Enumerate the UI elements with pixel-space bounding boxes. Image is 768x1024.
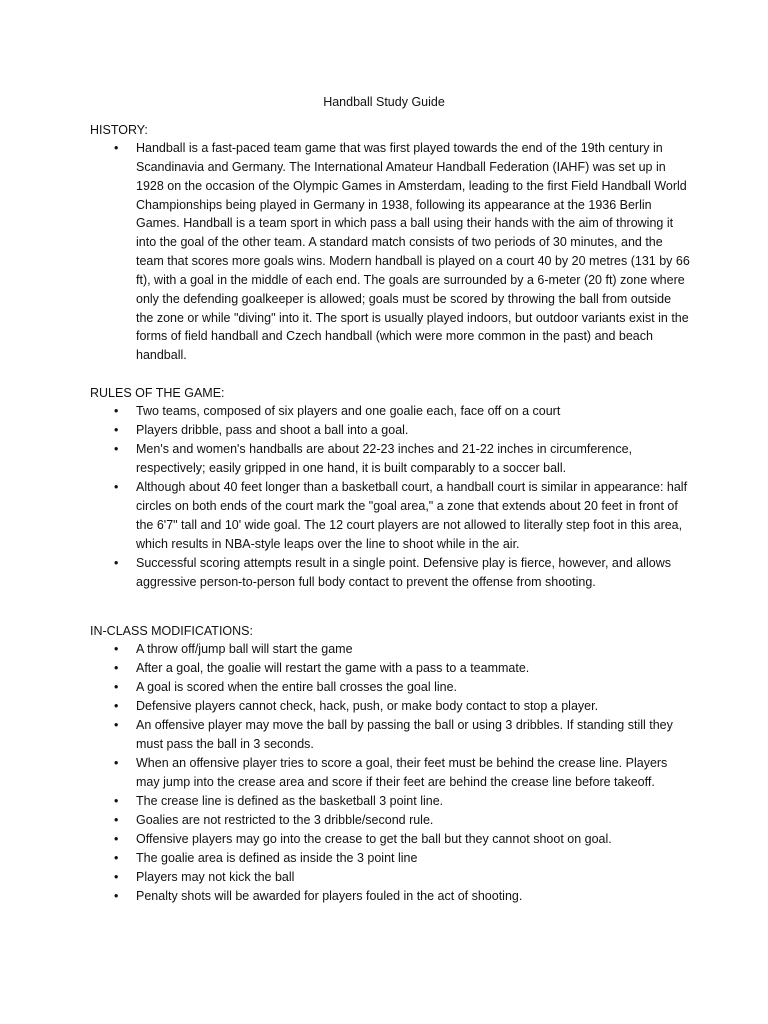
list-item-text: The goalie area is defined as inside the 3 point line (136, 851, 418, 865)
bullet-icon: • (114, 404, 119, 418)
bullet-icon: • (114, 889, 119, 903)
bullet-icon: • (114, 423, 119, 437)
bullet-icon: • (114, 718, 119, 732)
page-title: Handball Study Guide (323, 95, 445, 109)
list-item-text: A goal is scored when the entire ball crosses the goal line. (136, 680, 458, 694)
bullet-icon: • (114, 851, 119, 865)
list-item (90, 402, 690, 421)
section-rules (90, 385, 690, 592)
list-item (90, 554, 690, 592)
list-item-text: Defensive players cannot check, hack, push, or make body contact to stop a player. (136, 699, 599, 713)
list-item-text: Although about 40 feet longer than a basketball court, a handball court is similar in appearance: half circles on both ends of the court mark the "goal area," a zone that extends about 20 feet in front of the 6'7" tall and 10' wide goal. The 12 court players are not allowed to literally step foot in this area, which results in NBA-style leaps over the line to shoot while in the air. (136, 480, 688, 551)
section-in-class-modifications (90, 623, 690, 906)
list-item-text: Two teams, composed of six players and one goalie each, face off on a court (136, 404, 561, 418)
bullet-icon: • (114, 442, 119, 456)
bullet-icon: • (114, 870, 119, 884)
bullet-icon: • (114, 141, 119, 155)
section-history (90, 122, 690, 365)
list-item-text: After a goal, the goalie will restart the game with a pass to a teammate. (136, 661, 530, 675)
bullet-icon: • (114, 480, 119, 494)
list-item (90, 678, 690, 697)
list-item (90, 754, 690, 792)
bullet-icon: • (114, 756, 119, 770)
list-item (90, 640, 690, 659)
list-item-text: Players dribble, pass and shoot a ball into a goal. (136, 423, 409, 437)
section-heading: RULES OF THE GAME: (90, 386, 225, 400)
section-heading: HISTORY: (90, 123, 148, 137)
list-item-text: Penalty shots will be awarded for players fouled in the act of shooting. (136, 889, 523, 903)
list-item (90, 868, 690, 887)
bullet-icon: • (114, 556, 119, 570)
list-item (90, 421, 690, 440)
bullet-icon: • (114, 813, 119, 827)
bullet-list (90, 402, 690, 592)
list-item-text: When an offensive player tries to score a goal, their feet must be behind the crease line. Players may jump into the crease area and score if their feet are behind the crease line before takeoff. (136, 756, 668, 789)
list-item (90, 478, 690, 554)
list-item (90, 887, 690, 906)
bullet-icon: • (114, 680, 119, 694)
list-item (90, 440, 690, 478)
list-item (90, 659, 690, 678)
list-item-text: Offensive players may go into the crease to get the ball but they cannot shoot on goal. (136, 832, 612, 846)
bullet-list (90, 640, 690, 906)
list-item (90, 139, 690, 365)
bullet-icon: • (114, 661, 119, 675)
list-item-text: Men's and women's handballs are about 22-23 inches and 21-22 inches in circumference, respectively; easily gripped in one hand, it is built comparably to a soccer ball. (136, 442, 633, 475)
bullet-icon: • (114, 699, 119, 713)
list-item (90, 849, 690, 868)
list-item-text: Successful scoring attempts result in a single point. Defensive play is fierce, however, and allows aggressive person-to-person full body contact to prevent the offense from shooting. (136, 556, 671, 589)
list-item (90, 697, 690, 716)
list-item (90, 811, 690, 830)
list-item-text: Goalies are not restricted to the 3 dribble/second rule. (136, 813, 434, 827)
bullet-icon: • (114, 832, 119, 846)
list-item (90, 830, 690, 849)
bullet-list (90, 139, 690, 365)
list-item-text: A throw off/jump ball will start the game (136, 642, 353, 656)
list-item (90, 792, 690, 811)
list-item-text: Handball is a fast-paced team game that was first played towards the end of the 19th century in Scandinavia and Germany. The International Amateur Handball Federation (IAHF) was set up in 1928 on the occasion of the Olympic Games in Amsterdam, leading to the first Field Handball World Championships being played in Germany in 1938, following its appearance at the 1936 Berlin Games. Handball is a team sport in which pass a ball using their hands with the aim of throwing it into the goal of the other team. A standard match consists of two periods of 30 minutes, and the team that scores more goals wins. Modern handball is played on a court 40 by 20 metres (131 by 66 ft), with a goal in the middle of each end. The goals are surrounded by a 6-meter (20 ft) zone where only the defending goalkeeper is allowed; goals must be scored by throwing the ball from outside the zone or while "diving" into it. The sport is usually played indoors, but outdoor variants exist in the forms of field handball and Czech handball (which were more common in the past) and beach handball. (136, 141, 690, 363)
list-item-text: The crease line is defined as the basketball 3 point line. (136, 794, 444, 808)
bullet-icon: • (114, 794, 119, 808)
list-item-text: Players may not kick the ball (136, 870, 295, 884)
list-item (90, 716, 690, 754)
list-item-text: An offensive player may move the ball by passing the ball or using 3 dribbles. If standing still they must pass the ball in 3 seconds. (136, 718, 673, 751)
bullet-icon: • (114, 642, 119, 656)
section-heading: IN-CLASS MODIFICATIONS: (90, 624, 253, 638)
